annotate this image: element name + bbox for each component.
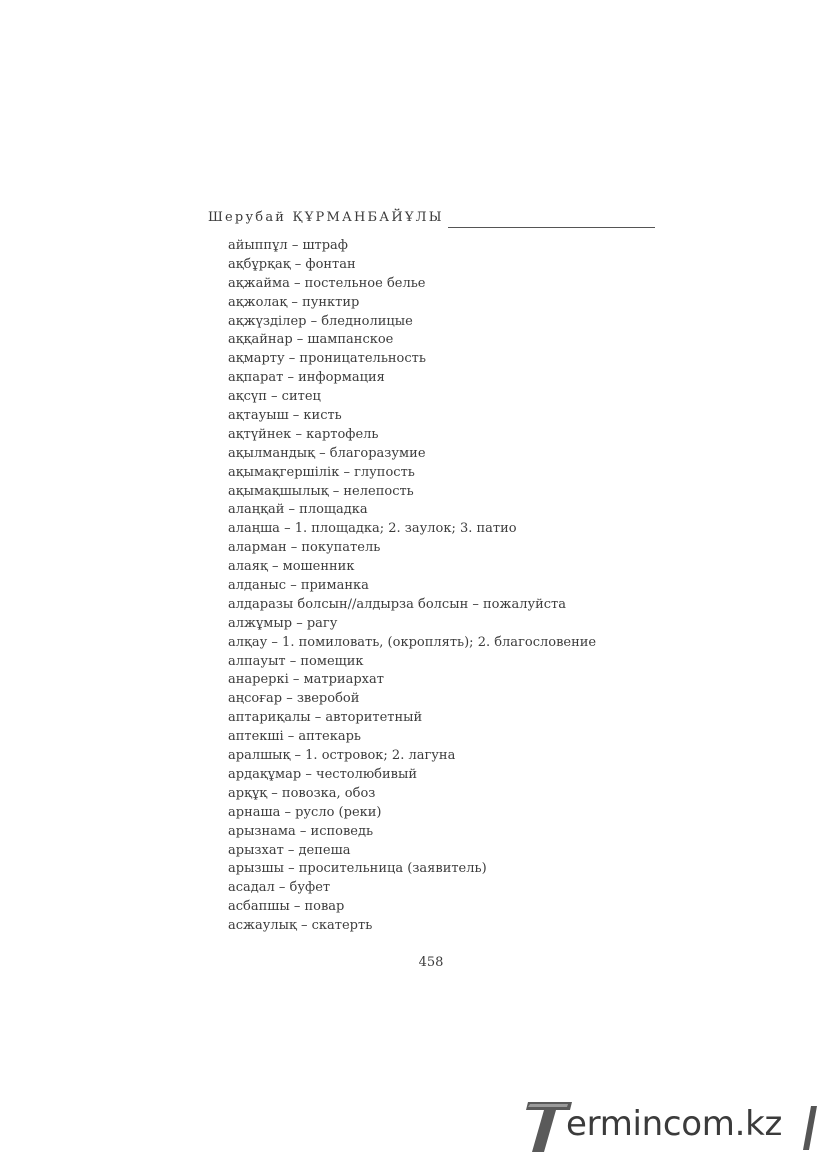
header-rule [448,227,655,228]
dictionary-entry: алдаразы болсын//алдырза болсын – пожалуйста [228,596,566,612]
dictionary-entry: арызнама – исповедь [228,823,374,839]
dictionary-entry: ақтүйнек – картофель [228,426,379,442]
dictionary-entry: ақжолақ – пунктир [228,294,360,310]
dictionary-entry: алқау – 1. помиловать, (окроплять); 2. благословение [228,634,597,650]
dictionary-entry: аптариқалы – авторитетный [228,710,423,726]
running-header [208,210,655,232]
dictionary-entry: алаңқай – площадка [228,502,368,518]
dictionary-entry: алпауыт – помещик [228,653,364,669]
dictionary-entry: аларман – покупатель [228,540,381,556]
dictionary-entry: арызхат – депеша [228,842,351,858]
dictionary-entry: арқұқ – повозка, обоз [228,785,376,801]
dictionary-entry: аңсоғар – зверобой [228,691,360,707]
dictionary-entry: арызшы – просительница (заявитель) [228,861,487,877]
dictionary-entry: ақжүзділер – бледнолицые [228,313,413,329]
dictionary-entry: алжұмыр – рагу [228,615,338,631]
dictionary-entry: ақжайма – постельное белье [228,275,426,291]
dictionary-entry: ардақұмар – честолюбивый [228,766,417,782]
dictionary-entries [228,237,596,936]
dictionary-entry: аптекші – аптекарь [228,729,362,745]
dictionary-entry: аққайнар – шампанское [228,332,394,348]
dictionary-entry: ақылмандық – благоразумие [228,445,426,461]
dictionary-entry: ақбұрқақ – фонтан [228,256,356,272]
dictionary-entry: анареркі – матриархат [228,672,384,688]
dictionary-entry: аралшық – 1. островок; 2. лагуна [228,748,456,764]
running-header-author: Шерубай ҚҰРМАНБАЙҰЛЫ [208,210,444,225]
logo-bar-icon [803,1106,817,1150]
dictionary-entry: ақтауыш – кисть [228,408,342,424]
termincom-logo[interactable] [526,1098,821,1156]
termincom-logo-text: ermincom.kz [566,1104,783,1144]
dictionary-entry: асбапшы – повар [228,899,345,915]
dictionary-entry: асадал – буфет [228,880,331,896]
dictionary-entry: ақмарту – проницательность [228,351,426,367]
dictionary-entry: ақсүп – ситец [228,389,321,405]
dictionary-entry: алаңша – 1. площадка; 2. заулок; 3. патио [228,521,517,537]
dictionary-entry: алданыс – приманка [228,578,369,594]
dictionary-entry: алаяқ – мошенник [228,559,355,575]
dictionary-entry: ақымақгершілік – глупость [228,464,415,480]
dictionary-entry: ақымақшылық – нелепость [228,483,414,499]
dictionary-entry: арнаша – русло (реки) [228,804,382,820]
dictionary-entry: ақпарат – информация [228,370,385,386]
dictionary-entry: айыппұл – штраф [228,238,348,253]
page-number: 458 [418,955,444,970]
dictionary-entry: асжаулық – скатерть [228,918,373,934]
